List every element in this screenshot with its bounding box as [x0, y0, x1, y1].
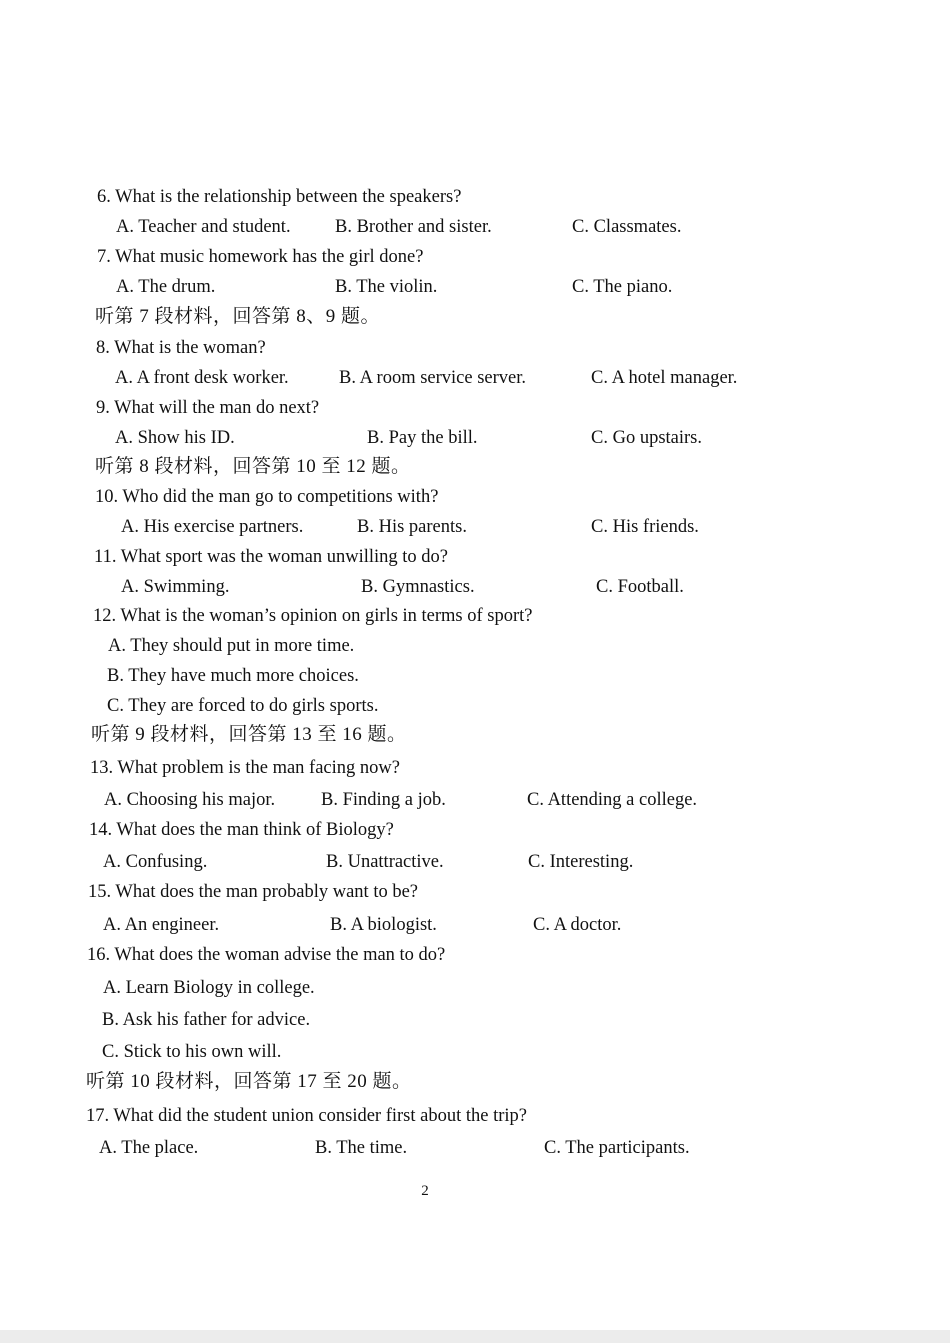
question-7-stem: 7. What music homework has the girl done?: [97, 247, 424, 267]
scan-bottom-edge: [0, 1330, 950, 1343]
question-16-option-c: C. Stick to his own will.: [102, 1042, 282, 1062]
question-8-option-a: A. A front desk worker.: [115, 368, 289, 388]
question-8-option-b: B. A room service server.: [339, 368, 527, 388]
question-17-option-b: B. The time.: [315, 1138, 408, 1158]
question-6-option-a: A. Teacher and student.: [116, 217, 291, 237]
question-12-option-a: A. They should put in more time.: [108, 636, 355, 656]
question-15-option-b: B. A biologist.: [330, 915, 437, 935]
question-9-option-c: C. Go upstairs.: [591, 428, 702, 448]
question-14-stem: 14. What does the man think of Biology?: [89, 820, 394, 840]
question-11-option-b: B. Gymnastics.: [361, 577, 475, 597]
question-9-option-a: A. Show his ID.: [115, 428, 235, 448]
question-17-stem: 17. What did the student union consider first about the trip?: [86, 1106, 528, 1126]
question-6-option-b: B. Brother and sister.: [335, 217, 492, 237]
question-9-stem: 9. What will the man do next?: [96, 398, 320, 418]
question-16-option-b: B. Ask his father for advice.: [102, 1010, 311, 1030]
question-14-option-a: A. Confusing.: [103, 852, 208, 872]
section-10-instruction: 听第 10 段材料，回答第 17 至 20 题。: [86, 1071, 412, 1092]
question-13-option-a: A. Choosing his major.: [104, 790, 276, 810]
question-13-stem: 13. What problem is the man facing now?: [90, 758, 400, 778]
section-9-instruction: 听第 9 段材料，回答第 13 至 16 题。: [91, 724, 407, 745]
question-6-option-c: C. Classmates.: [572, 217, 682, 237]
question-12-option-c: C. They are forced to do girls sports.: [107, 696, 379, 716]
question-17-option-c: C. The participants.: [544, 1138, 690, 1158]
question-11-stem: 11. What sport was the woman unwilling to do?: [94, 547, 449, 567]
section-8-instruction: 听第 8 段材料，回答第 10 至 12 题。: [95, 456, 411, 477]
question-15-option-c: C. A doctor.: [533, 915, 622, 935]
question-11-option-a: A. Swimming.: [121, 577, 230, 597]
question-13-option-c: C. Attending a college.: [527, 790, 698, 810]
question-8-stem: 8. What is the woman?: [96, 338, 266, 358]
question-15-option-a: A. An engineer.: [103, 915, 220, 935]
question-14-option-b: B. Unattractive.: [326, 852, 444, 872]
question-7-option-b: B. The violin.: [335, 277, 438, 297]
question-7-option-c: C. The piano.: [572, 277, 673, 297]
question-14-option-c: C. Interesting.: [528, 852, 634, 872]
question-17-option-a: A. The place.: [99, 1138, 199, 1158]
section-7-instruction: 听第 7 段材料，回答第 8、9 题。: [95, 306, 381, 327]
question-11-option-c: C. Football.: [596, 577, 684, 597]
question-8-option-c: C. A hotel manager.: [591, 368, 738, 388]
question-9-option-b: B. Pay the bill.: [367, 428, 478, 448]
question-12-option-b: B. They have much more choices.: [107, 666, 359, 686]
question-16-option-a: A. Learn Biology in college.: [103, 978, 315, 998]
question-15-stem: 15. What does the man probably want to be?: [88, 882, 419, 902]
question-13-option-b: B. Finding a job.: [321, 790, 446, 810]
question-10-option-a: A. His exercise partners.: [121, 517, 304, 537]
question-12-stem: 12. What is the woman’s opinion on girls in terms of sport?: [93, 606, 533, 626]
question-10-option-b: B. His parents.: [357, 517, 467, 537]
question-6-stem: 6. What is the relationship between the speakers?: [97, 187, 462, 207]
question-10-option-c: C. His friends.: [591, 517, 699, 537]
question-10-stem: 10. Who did the man go to competitions with?: [95, 487, 439, 507]
question-7-option-a: A. The drum.: [116, 277, 216, 297]
page-number: 2: [421, 1183, 429, 1199]
question-16-stem: 16. What does the woman advise the man to do?: [87, 945, 446, 965]
